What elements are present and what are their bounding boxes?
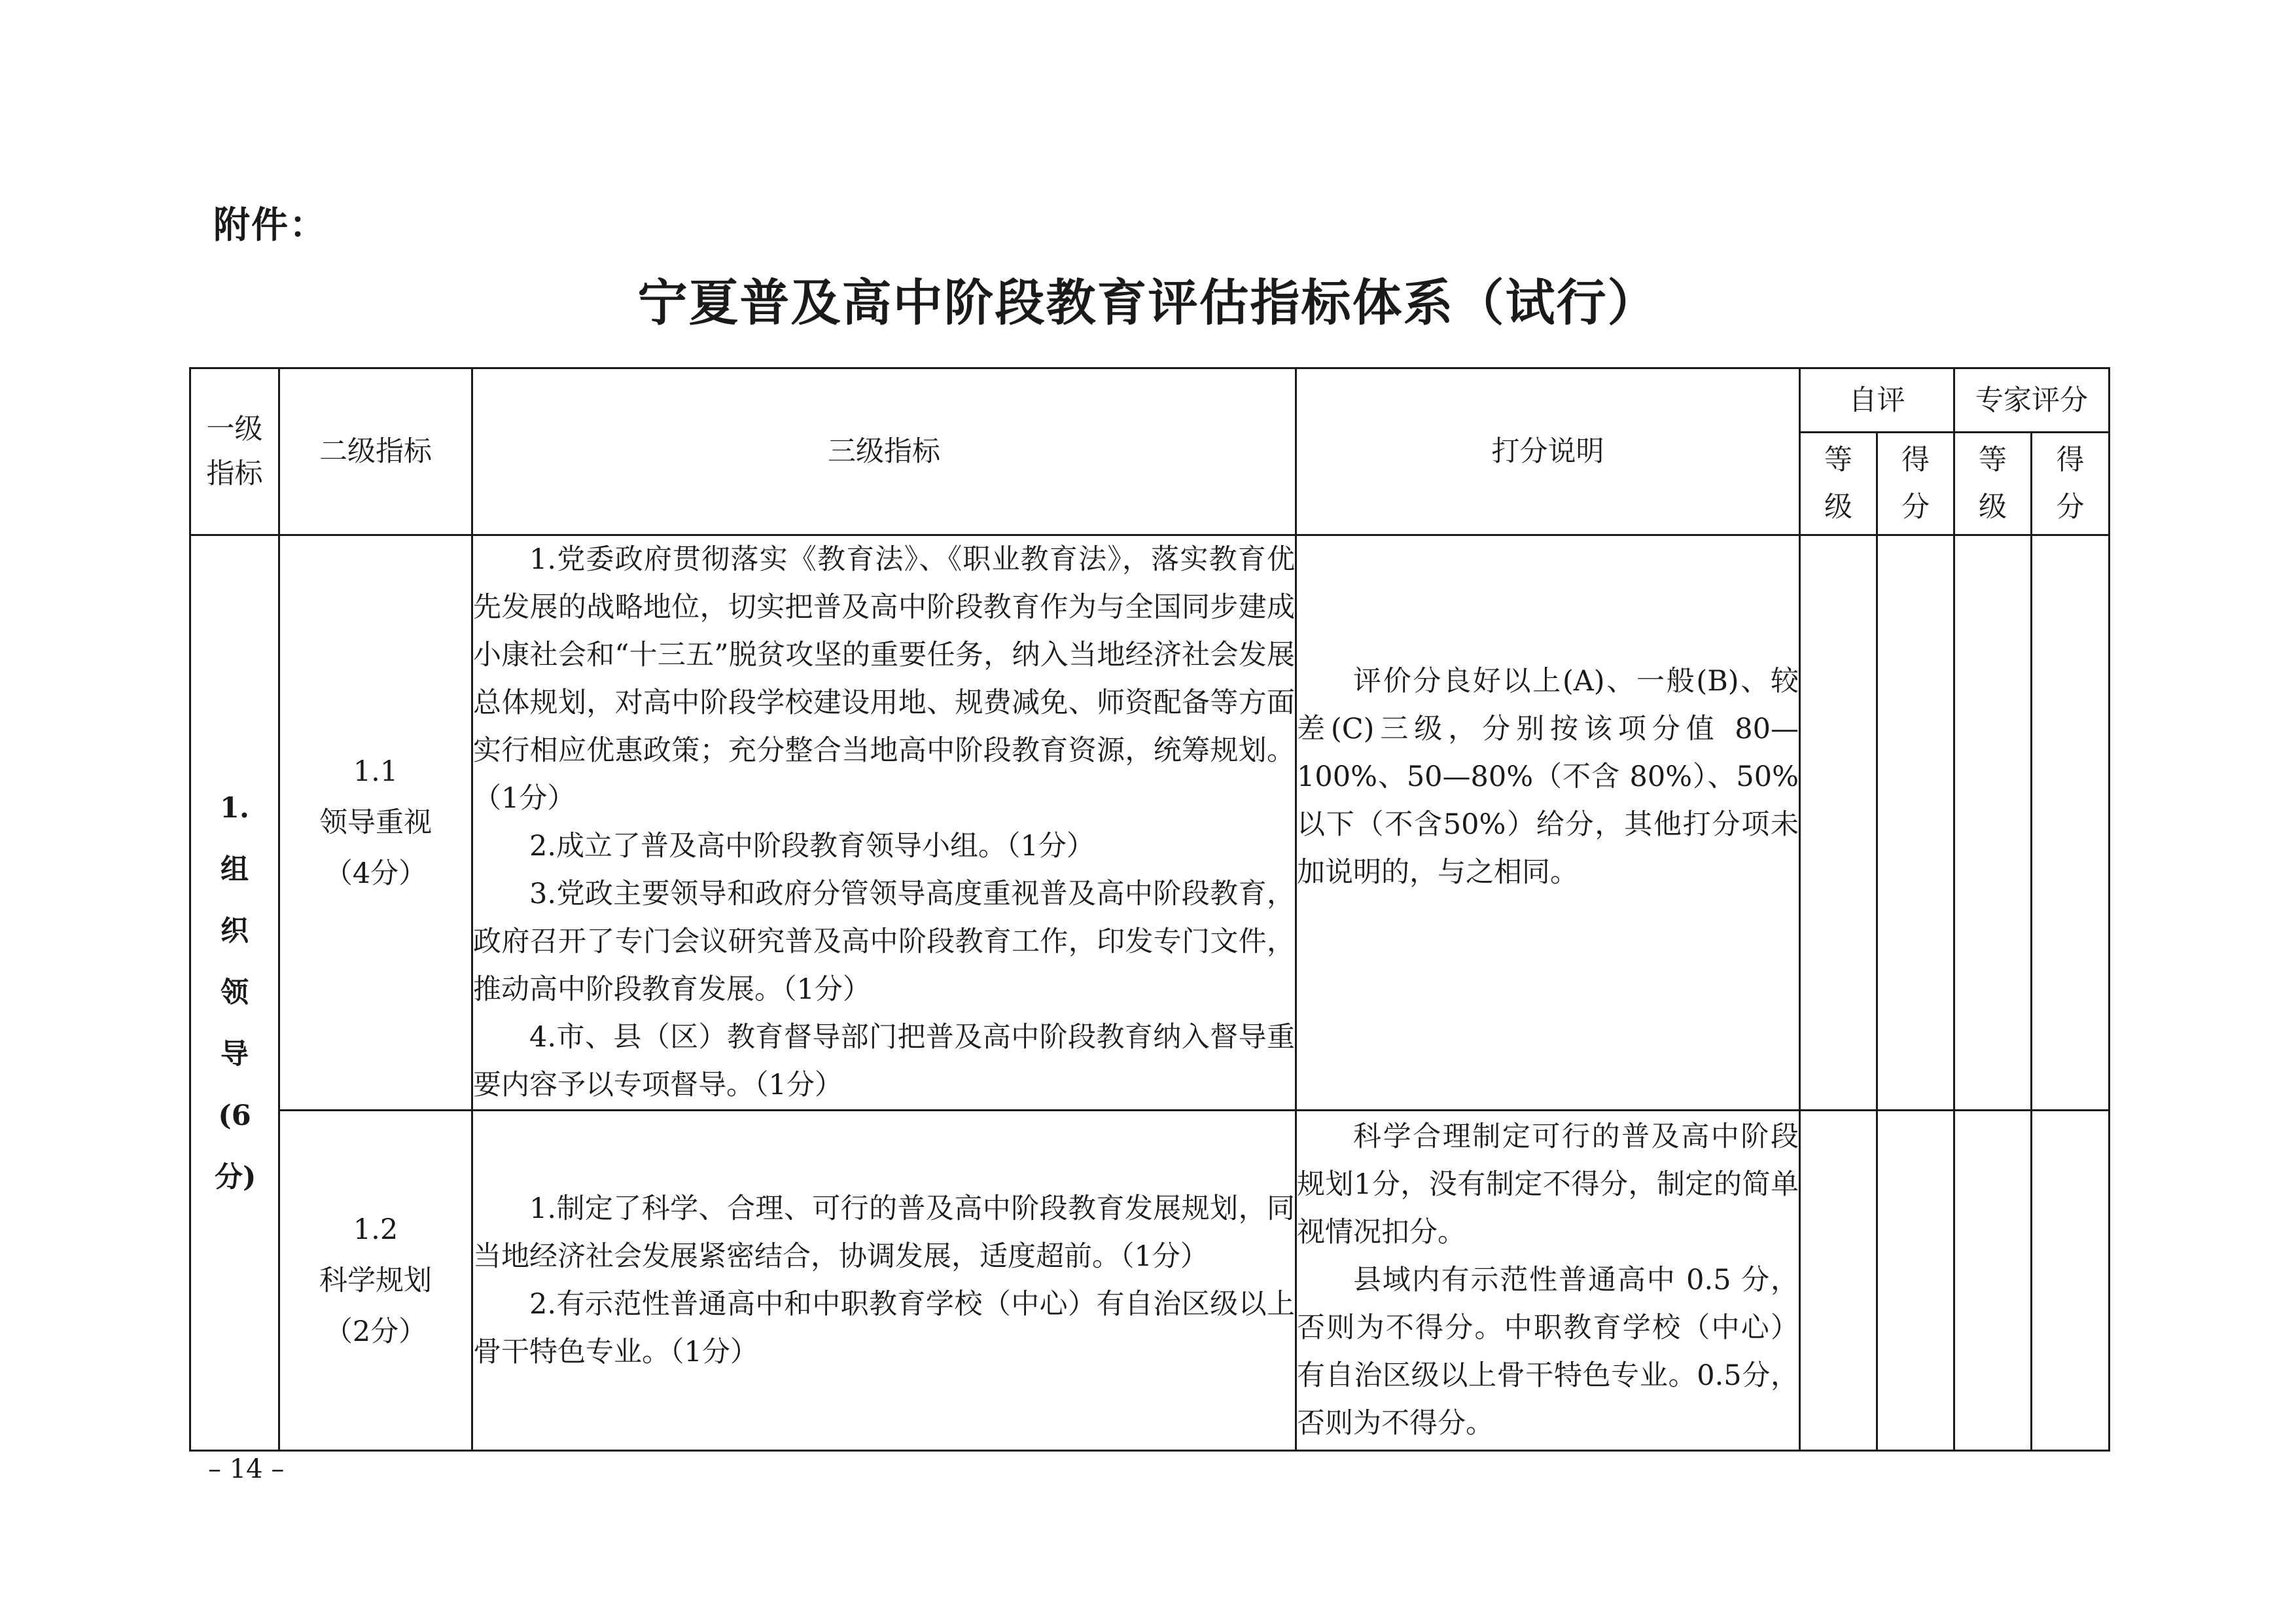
level2-indicator: [279, 535, 472, 1111]
scoring-item: 评价分良好以上(A)、一般(B)、较差(C)三级，分别按该项分值 80—100%、50—80%（不含 80%）、50%以下（不含50%）给分，其他打分项未加说明的，与之相同。: [1297, 664, 1799, 889]
header-level3: 三级指标: [472, 368, 1296, 535]
level2-points: （2分）: [324, 1315, 427, 1348]
header-self-grade: 等级: [1800, 433, 1877, 535]
expert-score-cell[interactable]: [2032, 1111, 2110, 1451]
level2-code: 1.2: [353, 1213, 398, 1246]
level3-item: 2.成立了普及高中阶段教育领导小组。（1分）: [529, 830, 1095, 863]
self-grade-cell[interactable]: [1800, 535, 1877, 1111]
level2-points: （4分）: [324, 857, 427, 890]
header-scoring: 打分说明: [1296, 368, 1800, 535]
scoring-item: 县域内有示范性普通高中 0.5 分，否则为不得分。中职教育学校（中心）有自治区级以上骨干特色专业。0.5分，否则为不得分。: [1297, 1264, 1799, 1440]
level2-code: 1.1: [353, 755, 398, 788]
page-number: – 14 –: [208, 1454, 285, 1484]
header-expert-score: 得分: [2032, 433, 2110, 535]
table-row: [190, 535, 2110, 1111]
expert-grade-cell[interactable]: [1954, 535, 2032, 1111]
evaluation-table: [189, 367, 2110, 1452]
level2-indicator: [279, 1111, 472, 1451]
header-self-score: 得分: [1877, 433, 1954, 535]
level3-item: 1.制定了科学、合理、可行的普及高中阶段教育发展规划，同当地经济社会发展紧密结合，协调发展，适度超前。（1分）: [473, 1192, 1295, 1273]
scoring-description: [1296, 535, 1800, 1111]
level3-item: 3.党政主要领导和政府分管领导高度重视普及高中阶段教育，政府召开了专门会议研究普及高中阶段教育工作，印发专门文件，推动高中阶段教育发展。（1分）: [473, 878, 1295, 1006]
level3-indicators: [472, 1111, 1296, 1451]
self-score-cell[interactable]: [1877, 1111, 1954, 1451]
scoring-item: 科学合理制定可行的普及高中阶段规划1分，没有制定不得分，制定的简单视情况扣分。: [1297, 1120, 1799, 1249]
level1-indicator: 1.组织领导(6分): [190, 535, 279, 1451]
expert-score-cell[interactable]: [2032, 535, 2110, 1111]
level3-item: 1.党委政府贯彻落实《教育法》、《职业教育法》，落实教育优先发展的战略地位，切实把普及高中阶段教育作为与全国同步建成小康社会和“十三五”脱贫攻坚的重要任务，纳入当地经济社会发展总体规划，对高中阶段学校建设用地、规费减免、师资配备等方面实行相应优惠政策；充分整合当地高中阶段教育资源，统筹规划。（1分）: [473, 543, 1295, 815]
self-score-cell[interactable]: [1877, 535, 1954, 1111]
level2-name: 科学规划: [319, 1264, 432, 1297]
header-self-eval: 自评: [1800, 368, 1954, 433]
level3-item: 2.有示范性普通高中和中职教育学校（中心）有自治区级以上骨干特色专业。（1分）: [473, 1287, 1295, 1368]
level3-indicators: [472, 535, 1296, 1111]
header-expert-grade: 等级: [1954, 433, 2032, 535]
table-row: [190, 1111, 2110, 1451]
header-level2: 二级指标: [279, 368, 472, 535]
document-title: 宁夏普及高中阶段教育评估指标体系（试行）: [637, 274, 1659, 332]
self-grade-cell[interactable]: [1800, 1111, 1877, 1451]
level3-item: 4.市、县（区）教育督导部门把普及高中阶段教育纳入督导重要内容予以专项督导。（1分）: [473, 1021, 1295, 1101]
level2-name: 领导重视: [319, 806, 432, 839]
header-level1: 一级指标: [190, 368, 279, 535]
expert-grade-cell[interactable]: [1954, 1111, 2032, 1451]
attachment-label: 附件：: [213, 204, 327, 247]
header-expert: 专家评分: [1954, 368, 2110, 433]
scoring-description: [1296, 1111, 1800, 1451]
